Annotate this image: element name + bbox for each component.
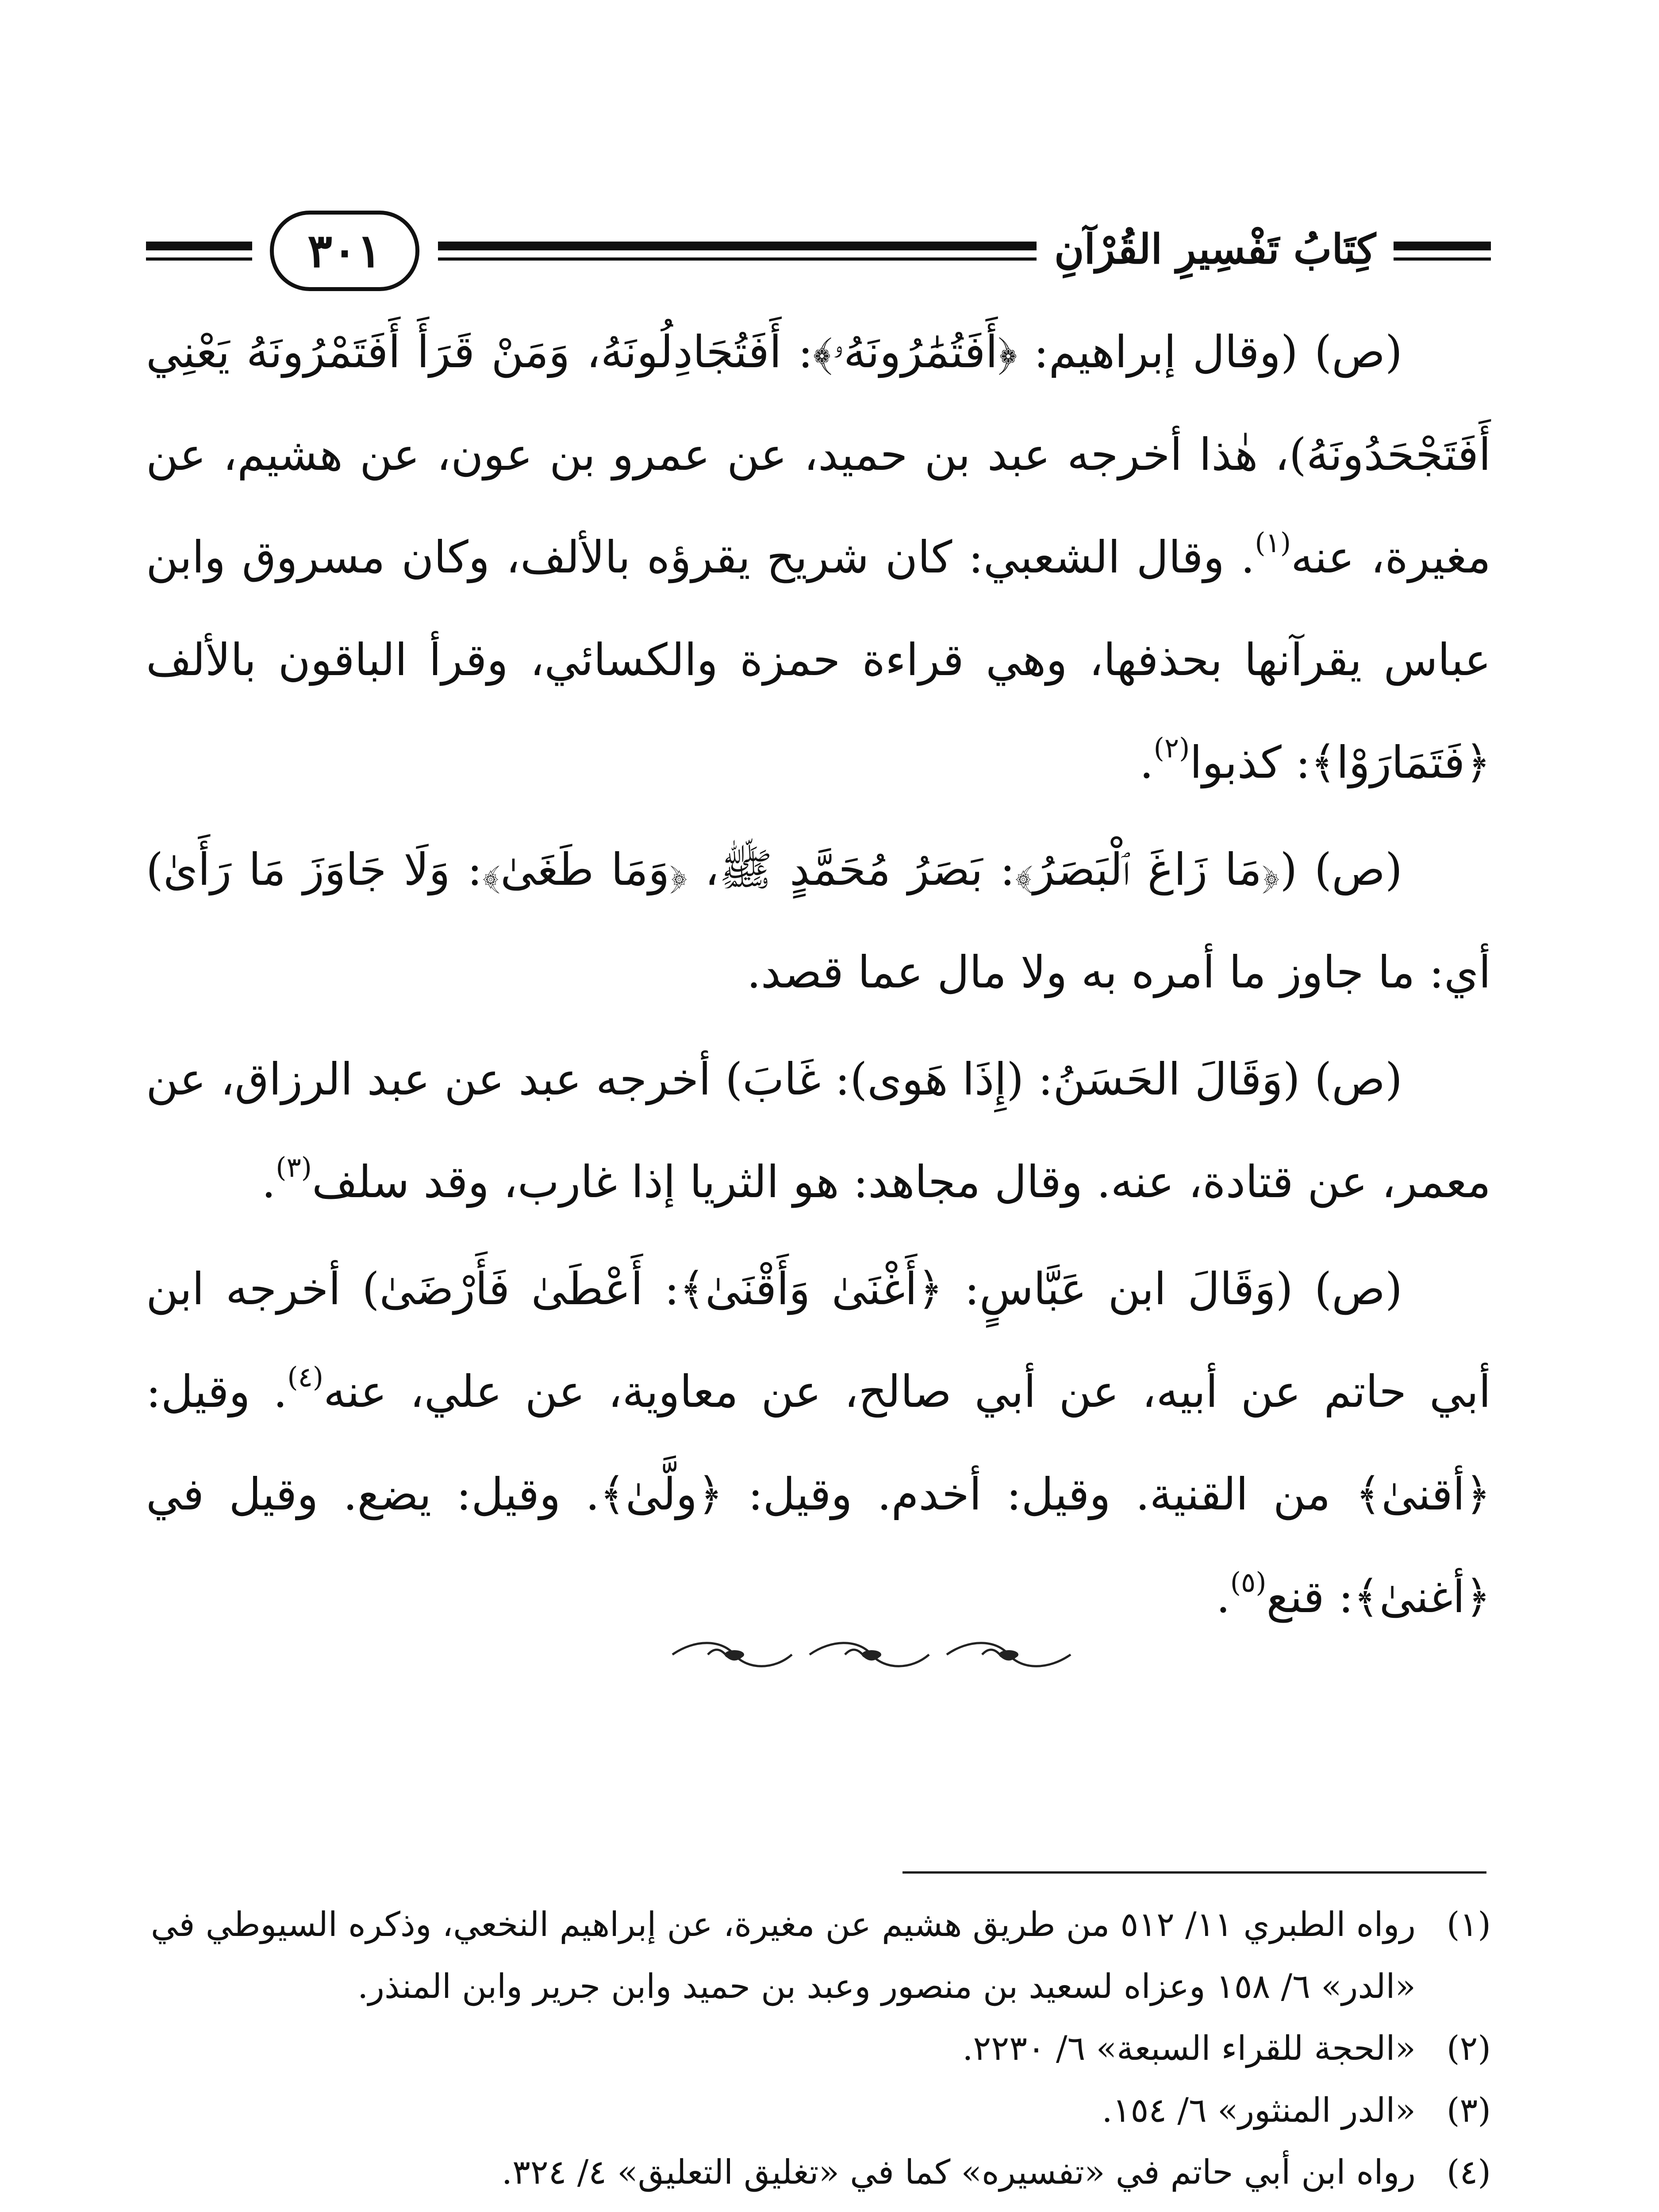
- footnote-number: (٣): [1446, 2090, 1491, 2130]
- footnote-number: [1416, 2203, 1491, 2212]
- running-header: [146, 208, 1491, 292]
- footnote-item: [146, 2203, 1491, 2212]
- footnote-text: رواه ابن أبي حاتم في «تفسيره» كما في «تغليق التعليق» ٤/ ٣٢٤.: [501, 2152, 1416, 2192]
- section-ornament: [655, 1637, 1097, 1672]
- paragraph-end: .: [1216, 1571, 1230, 1623]
- paragraph-4: [146, 1238, 1491, 1648]
- footnote-marker: (٢): [1153, 732, 1190, 764]
- page-number: ٣٠١: [270, 211, 419, 291]
- book-title: كِتَابُ تَفْسِيرِ القُرْآنِ: [1037, 216, 1394, 282]
- paragraph-text: (ص) (﴿مَا زَاغَ ٱلْبَصَرُ﴾: بَصَرُ مُحَمَّدٍ ﷺ، ﴿وَمَا طَغَىٰ﴾: وَلَا جَاوَزَ مَا رَأَىٰ) أي: ما جاوز ما أمره به ولا مال عما قصد.: [146, 844, 1491, 998]
- footnote-marker: (١): [1255, 526, 1291, 559]
- footnote-number: (٤): [1446, 2152, 1491, 2192]
- footnote-text: رواه الطبري ١١/ ٥١٢ من طريق هشيم عن مغيرة، عن إبراهيم النخعي، وذكره السيوطي في «الدر» ٦/ ١٥٨ وعزاه لسعيد بن منصور وعبد بن حميد وابن جرير وابن المنذر.: [150, 1905, 1416, 2006]
- footnote-item: [146, 1893, 1491, 2017]
- footnote-number: (١): [1446, 1905, 1491, 1944]
- main-text: [146, 301, 1491, 1653]
- footnote-marker: (٤): [287, 1361, 324, 1393]
- paragraph-text: (ص) (وقال إبراهيم: ﴿أَفَتُمَٰرُونَهُۥ﴾: أَفَتُجَادِلُونَهُ، وَمَنْ قَرَأَ أَفَتَمْرُونَهُ يَعْنِي أَفَتَجْحَدُونَهُ)، هٰذا أخرجه عبد بن حميد، عن عمرو بن عون، عن هشيم، عن مغيرة، عنه: [146, 326, 1491, 583]
- paragraph-2: [146, 818, 1491, 1024]
- paragraph-text: . وقيل: ﴿أقنىٰ﴾ من القنية. وقيل: أخدم. وقيل: ﴿ولَّىٰ﴾. وقيل: يضع. وقيل في ﴿أغنىٰ﴾: قنع: [146, 1366, 1491, 1623]
- footnote-text: «الدر المنثور» ٦/ ١٥٤.: [1102, 2090, 1416, 2130]
- paragraph-text: (ص) (وَقَالَ ابن عَبَّاسٍ: ﴿أَغْنَىٰ وَأَقْنَىٰ﴾: أَعْطَىٰ فَأَرْضَىٰ) أخرجه ابن أبي حاتم عن أبيه، عن أبي صالح، عن معاوية، عن علي، عنه: [146, 1263, 1491, 1417]
- paragraph-text: . وقال الشعبي: كان شريح يقرؤه بالألف، وكان مسروق وابن عباس يقرآنها بحذفها، وهي قراءة حمزة والكسائي، وقرأ الباقون بالألف ﴿فَتَمَارَوْا﴾: كذبوا: [146, 531, 1491, 788]
- footnote-item: [146, 2079, 1491, 2141]
- paragraph-text: (ص) (وَقَالَ الحَسَنُ: (إِذَا هَوى): غَابَ) أخرجه عبد عن عبد الرزاق، عن معمر، عن قتادة، عنه. وقال مجاهد: هو الثريا إذا غارب، وقد سلف: [146, 1053, 1491, 1208]
- footnote-separator: [902, 1871, 1486, 1874]
- header-right-ornament: [1402, 239, 1491, 257]
- footnote-marker: (٣): [276, 1151, 312, 1183]
- footnotes: [146, 1893, 1491, 2212]
- paragraph-3: [146, 1028, 1491, 1233]
- page-number-frame: [252, 211, 438, 288]
- footnote-text: «الحجة للقراء السبعة» ٦/ ٢٢٣٠.: [962, 2028, 1416, 2068]
- footnote-item: [146, 2141, 1491, 2203]
- paragraph-1: [146, 301, 1491, 814]
- footnote-item: [146, 2017, 1491, 2079]
- paragraph-end: .: [1139, 737, 1154, 788]
- footnote-marker: (٥): [1230, 1566, 1267, 1598]
- footnote-text: [146, 2203, 1416, 2212]
- footnote-number: (٢): [1446, 2028, 1491, 2068]
- paragraph-end: .: [261, 1156, 276, 1208]
